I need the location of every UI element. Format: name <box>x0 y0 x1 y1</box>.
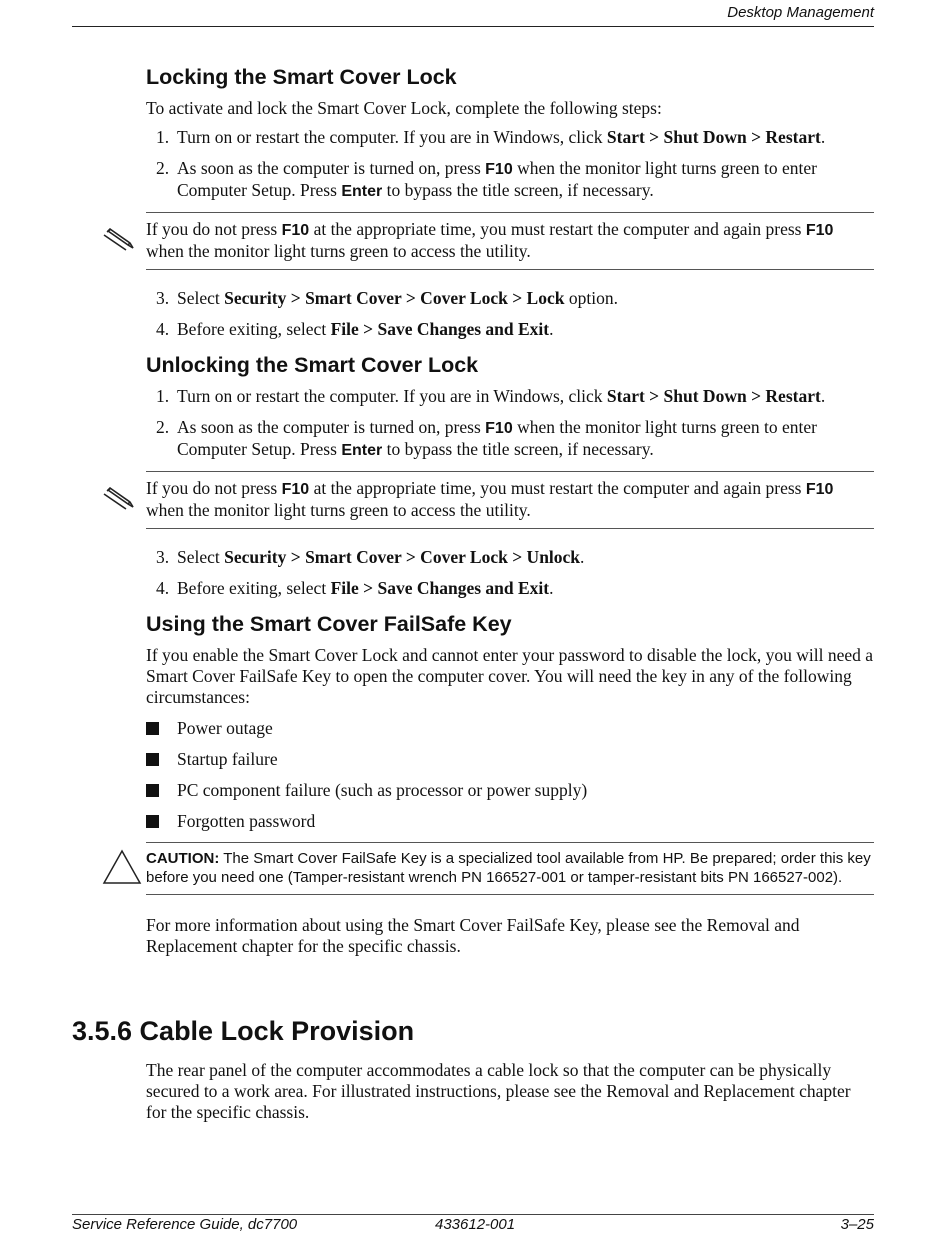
cable-lock-text: The rear panel of the computer accommodates a cable lock so that the computer can be physically secured to a work area. For illustrated instructions, please see the Removal and Replacement chapter for the specific chassis. <box>146 1060 851 1122</box>
list-item: 4. Before exiting, select File > Save Changes and Exit. <box>156 319 554 339</box>
unlocking-steps-b <box>146 547 874 599</box>
list-item: 3. Select Security > Smart Cover > Cover Lock > Unlock. <box>156 547 585 567</box>
heading-failsafe: Using the Smart Cover FailSafe Key <box>146 612 512 636</box>
locking-steps-b <box>146 288 874 340</box>
header-rule <box>72 26 874 27</box>
failsafe-circumstances <box>146 718 874 832</box>
running-header: Desktop Management <box>727 4 874 21</box>
heading-cable-lock: 3.5.6 Cable Lock Provision <box>72 1016 415 1046</box>
caution-box: CAUTION: The Smart Cover FailSafe Key is a specialized tool available from HP. Be prepared; order this key before you need one (Tamper-resistant wrench PN 166527-001 or tamper-resistant bits PN 166527-002). <box>146 842 874 895</box>
caution-triangle-icon <box>102 849 142 885</box>
bullet-square-icon <box>146 753 159 766</box>
heading-locking: Locking the Smart Cover Lock <box>146 65 457 89</box>
failsafe-intro: If you enable the Smart Cover Lock and cannot enter your password to disable the lock, you will need a Smart Cover FailSafe Key to open the computer cover. You will need the key in any of the following circumstances: <box>146 645 874 707</box>
list-item: PC component failure (such as processor or power supply) <box>146 780 874 801</box>
list-item: 1. Turn on or restart the computer. If you are in Windows, click Start > Shut Down > Restart. <box>156 386 826 406</box>
bullet-square-icon <box>146 784 159 797</box>
list-item: 1. Turn on or restart the computer. If you are in Windows, click Start > Shut Down > Restart. <box>156 127 826 147</box>
unlocking-steps-a <box>146 386 874 461</box>
list-item: Power outage <box>146 718 874 739</box>
locking-intro: To activate and lock the Smart Cover Lock, complete the following steps: <box>146 98 662 118</box>
list-item: 4. Before exiting, select File > Save Changes and Exit. <box>156 578 554 598</box>
pencil-note-icon <box>102 482 138 512</box>
note-box-locking: If you do not press F10 at the appropriate time, you must restart the computer and again press F10 when the monitor light turns green to access the utility. <box>146 212 874 270</box>
bullet-square-icon <box>146 722 159 735</box>
failsafe-more-info: For more information about using the Smart Cover FailSafe Key, please see the Removal and Replacement chapter for the specific chassis. <box>146 915 800 956</box>
list-item: Startup failure <box>146 749 874 770</box>
locking-steps-a <box>146 127 874 202</box>
footer-part-number: 433612-001 <box>435 1216 516 1233</box>
footer-page-number: 3–25 <box>840 1216 874 1233</box>
footer-rule <box>72 1214 874 1215</box>
list-item: Forgotten password <box>146 811 874 832</box>
page-content <box>146 62 874 957</box>
pencil-note-icon <box>102 223 138 253</box>
list-item: 2. As soon as the computer is turned on, press F10 when the monitor light turns green to enter Computer Setup. Press Enter to bypass the title screen, if necessary. <box>156 158 817 200</box>
caution-label: CAUTION: <box>146 850 220 867</box>
footer-guide-title: Service Reference Guide, dc7700 <box>72 1216 298 1233</box>
list-item: 2. As soon as the computer is turned on, press F10 when the monitor light turns green to enter Computer Setup. Press Enter to bypass the title screen, if necessary. <box>156 417 817 459</box>
bullet-square-icon <box>146 815 159 828</box>
note-box-unlocking: If you do not press F10 at the appropriate time, you must restart the computer and again press F10 when the monitor light turns green to access the utility. <box>146 471 874 529</box>
list-item: 3. Select Security > Smart Cover > Cover Lock > Lock option. <box>156 288 618 308</box>
heading-unlocking: Unlocking the Smart Cover Lock <box>146 353 479 377</box>
